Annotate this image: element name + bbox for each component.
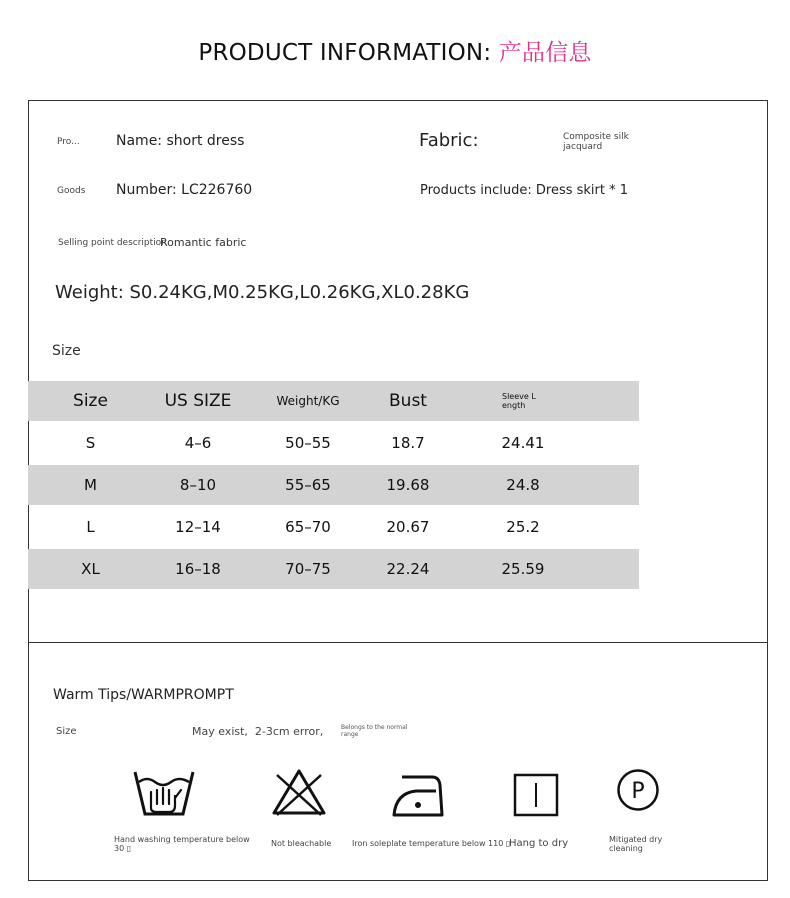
cell-bust: 20.67 (386, 518, 430, 536)
tips-error-text: May exist, 2-3cm error, (192, 725, 324, 738)
cell-weight: 50–55 (285, 434, 331, 452)
no-bleach-icon (271, 767, 327, 817)
normal-range-line1: Belongs to the normal (341, 724, 408, 731)
hand-wash-label-line2: 30 ▯ (114, 844, 132, 853)
table-row (28, 549, 639, 589)
dry-clean-label (609, 835, 662, 853)
header-sleeve-length: Sleeve L ength (502, 392, 536, 410)
cell-size: L (86, 518, 95, 536)
cell-us-size: 8–10 (179, 476, 217, 494)
table-row (28, 505, 639, 549)
goods-label: Goods (57, 186, 86, 196)
header-bust: Bust (389, 391, 427, 411)
fabric-value (563, 132, 629, 152)
no-bleach-label: Not bleachable (271, 839, 332, 848)
dry-clean-label-line2: cleaning (609, 844, 643, 853)
iron-icon (392, 773, 444, 819)
hand-wash-icon (133, 768, 195, 820)
size-table (28, 381, 639, 589)
fabric-value-line1: Composite silk (563, 132, 629, 142)
cell-size: S (85, 434, 96, 452)
weight-line: Weight: S0.24KG,M0.25KG,L0.26KG,XL0.28KG (55, 282, 470, 303)
cell-sleeve: 25.2 (506, 518, 540, 536)
header-size: Size (73, 391, 108, 411)
hang-dry-label: Hang to dry (509, 838, 569, 849)
cell-sleeve: 25.59 (501, 560, 545, 578)
dry-clean-label-line1: Mitigated dry (609, 835, 663, 844)
fabric-value-line2: jacquard (563, 142, 603, 152)
cell-us-size: 16–18 (175, 560, 221, 578)
cell-weight: 65–70 (285, 518, 331, 536)
cell-bust: 19.68 (386, 476, 430, 494)
header-weight: Weight/KG (276, 394, 340, 408)
product-name: Name: short dress (116, 133, 245, 149)
cell-bust: 22.24 (386, 560, 430, 578)
cell-weight: 55–65 (285, 476, 331, 494)
cell-us-size: 4–6 (184, 434, 212, 452)
title-english: PRODUCT INFORMATION: (198, 40, 492, 66)
size-heading: Size (52, 343, 81, 359)
hand-wash-label (114, 835, 250, 853)
table-row (28, 421, 639, 465)
svg-text:P: P (631, 779, 645, 804)
cell-sleeve: 24.41 (501, 434, 545, 452)
tips-heading: Warm Tips/WARMPROMPT (53, 687, 234, 703)
tips-normal-range (341, 724, 408, 738)
pro-label: Pro... (57, 137, 80, 147)
cell-weight: 70–75 (285, 560, 331, 578)
selling-point-value: Romantic fabric (160, 236, 247, 249)
fabric-label: Fabric: (419, 130, 479, 151)
page-title (0, 34, 790, 67)
cell-sleeve: 24.8 (506, 476, 540, 494)
normal-range-line2: range (341, 731, 359, 738)
table-row (28, 465, 639, 505)
table-header-row (28, 381, 639, 421)
hand-wash-label-line1: Hand washing temperature below (114, 835, 250, 844)
products-include: Products include: Dress skirt * 1 (420, 183, 629, 198)
tips-size-label: Size (56, 726, 77, 737)
cell-size: M (84, 476, 97, 494)
header-us-size: US SIZE (164, 391, 232, 411)
dry-clean-icon (616, 768, 660, 812)
selling-point-label: Selling point descriptior (58, 238, 165, 248)
title-chinese: 产品信息 (498, 40, 592, 66)
product-number: Number: LC226760 (116, 182, 253, 198)
cell-us-size: 12–14 (175, 518, 221, 536)
hang-dry-icon (513, 773, 559, 817)
cell-bust: 18.7 (391, 434, 425, 452)
iron-label: Iron soleplate temperature below 110 ▯ (352, 839, 511, 848)
cell-size: XL (81, 560, 100, 578)
